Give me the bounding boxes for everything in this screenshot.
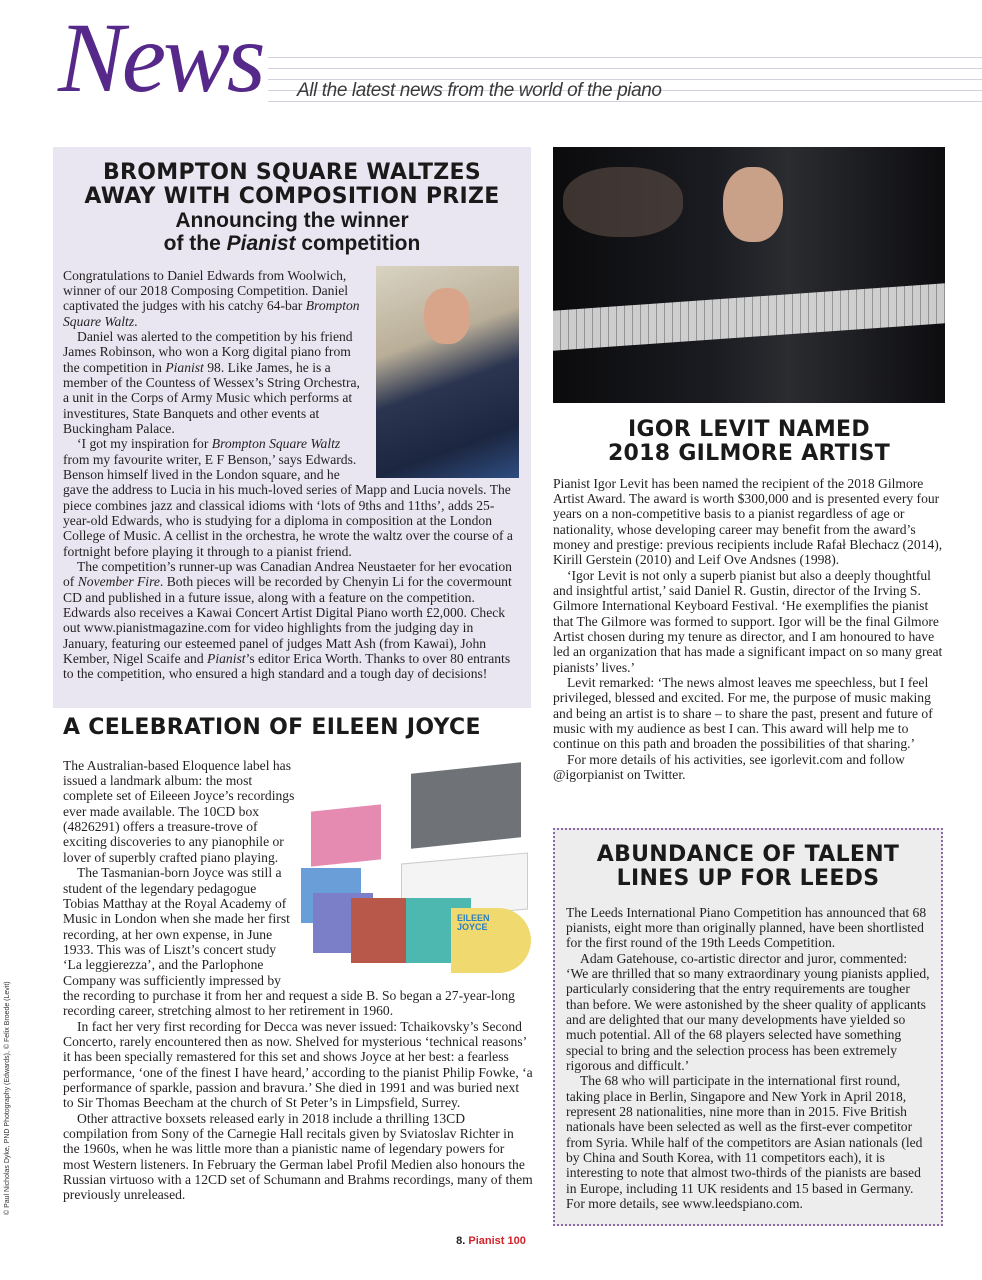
box-cover [411,762,521,849]
article-headline [553,418,945,466]
body-text: The Leeds International Piano Competition has announced that 68 pianists, eight more than originally planned, have been shortlisted for the first round of the 19th Leeds Competition. [566,904,927,951]
body-text: The 68 who will participate in the international first round, taking place in Berlin, Singapore and New York in April 2018, represent 28 nationalities, nine more than in 2015. Five British nationals have been selected as well as the first-ever competitor from Syria. While half of the competitors are Asian nationals (led by China and South Korea, with 11 competitors each), it is interesting to note that almost two-thirds of the pianists are based in Europe, including 11 UK residents and 15 based in Germany. For more details, see www.leedspiano.com. [566,1073,923,1212]
article-body [63,268,519,682]
article-joyce [63,716,533,1203]
article-body [63,758,533,1203]
staff-line [268,57,982,58]
article-brompton [53,147,531,708]
body-text: For more details of his activities, see igorlevit.com and follow @igorpianist on Twitter. [553,751,905,783]
photo-keyboard [553,283,945,350]
body-text: In fact her very first recording for Decca was never issued: Tchaikovsky’s Second Concerto, rarely encountered then as now. Shelved for mysterious ‘technical reasons’ it has been specially remastered for this set and shows Joyce at her best: a fearless performance, ‘one of the finest I have heard,’ according to the pianist Philip Fowke, ‘a performance of sparkle, passion and bravura.’ She died in 1991 and was buried next to Sir Thomas Beecham at the church of St Peter’s in Limpsfield, Surrey. [63,1018,533,1111]
headline-line: AWAY WITH COMPOSITION PRIZE [84,183,500,209]
subhead-line: Announcing the winner [175,208,409,232]
body-text: The competition’s runner-up was Canadian Andrea Neustaeter for her evocation of [63,559,512,590]
photo-face [723,167,783,242]
edwards-photo [376,266,519,478]
body-text: ‘Igor Levit is not only a superb pianist but also a deeply thoughtful and insightful artist,’ said Daniel R. Gustin, director of the Irving S. Gilmore International Keyboard Festival. ‘He exemplifies the pianist that The Gilmore was formed to support. Igor will be the final Gilmore Artist chosen during my tenure as director, and I am honoured to have led an organization that has made a significant impact on so many great pianists’ lives.’ [553,567,943,675]
article-body [553,476,945,783]
body-text: Congratulations to Daniel Edwards from Woolwich, winner of our 2018 Composing Competition. Daniel captivated the judges with his catchy 64-bar [63,267,349,314]
staff-line [268,68,982,69]
headline-line: BROMPTON SQUARE WALTZES [102,160,481,185]
body-text: . Both pieces will be recorded by Chenyin Li for the covermount CD and published in a future issue, along with a feature on the competition. Edwards also receives a Kawai Concert Artist Digital Piano worth £2,000. Check out www.pianistmagazine.com for video highlights from the judging day in January, featuring our esteemed panel of judges Matt Ash (from Kawai), John Kember, Nigel Scaife and [63,574,512,667]
body-text: Daniel was alerted to the competition by his friend James Robinson, who won a Korg digital piano from the competition in [63,328,353,375]
body-text: from my favourite writer, E F Benson,’ says Edwards. Benson himself lived in the London square, and he gave the address to Lucia in his much-loved series of Mapp and Lucia novels. The piece combines jazz and classical idioms with ‘lots of 9ths and 11ths’, adds 25-year-old Edwards, who is studying for a diploma in composition at the London College of Music. A cellist in the orchestra, he wrote the waltz over the course of a fortnight before playing it through to a pianist friend. [63,451,513,559]
body-text: ‘I got my inspiration for [77,436,212,452]
article-body [566,905,931,1212]
photo-credit: © Paul Nicholas Dyke, PND Photography (Edwards), © Felix Broede (Levit) [4,981,11,1215]
page-footer [0,1235,982,1247]
article-headline [555,843,941,891]
subhead-line [53,232,531,256]
section-title: News [58,2,263,113]
paragraph [553,675,945,752]
article-leeds [553,828,943,1226]
body-text: 98. Like James, he is a member of the Countess of Wessex’s String Orchestra, a unit in the Corps of Army Music which performs at investitures, State Banquets and other events at Buckingham Palace. [63,359,360,436]
paragraph [553,752,945,783]
paragraph [566,905,931,951]
headline-line: LINES UP FOR LEEDS [616,865,880,891]
levit-photo [553,147,945,403]
cd-boxset-photo [301,758,539,983]
paragraph [566,1073,931,1211]
paragraph [63,1111,533,1203]
body-text: Other attractive boxsets released early in 2018 include a thrilling 13CD compilation from Sony of the Carnegie Hall recitals given by Sviatoslav Richter in the 1960s, when he was little more than a pianistic name of legendary powers for most Western listeners. In February the German label Profil Medien also honours the Russian virtuoso with a 12CD set of Schumann and Brahms recordings, many of them previously unreleased. [63,1110,533,1203]
page-number: 8. [456,1235,466,1247]
body-text: Pianist Igor Levit has been named the recipient of the 2018 Gilmore Artist Award. The award is worth $300,000 and is presented every four years on a non-competitive basis to a pianist regardless of age or nationality, whose developing career may benefit from the award’s money and prestige: previous recipients include Rafał Blechacz (2014), Kirill Gerstein (2010) and Leif Ove Andsnes (1998). [553,475,943,568]
paragraph [63,559,519,682]
headline-line: 2018 GILMORE ARTIST [607,440,891,466]
photo-reflection [563,167,683,237]
cd-cover-pink [311,804,381,866]
subhead-text: of the [163,232,227,256]
paragraph [63,1019,533,1111]
body-text: The Australian-based Eloquence label has issued a landmark album: the most complete set of Eileeen Joyce’s recordings ever made available. The 10CD box (4826291) offers a treasure-trove of exciting discoveries to any pianophile or lover of superbly crafted piano playing. [63,757,295,865]
magazine-issue: Pianist 100 [468,1235,526,1247]
article-subhead [53,209,531,256]
headline-line: IGOR LEVIT NAMED [628,417,870,442]
body-text: . [134,313,138,329]
paragraph [566,951,931,1074]
italic-text: November Fire [77,574,160,590]
photo-face [424,288,470,344]
body-text: The Tasmanian-born Joyce was still a student of the legendary pedagogue Tobias Matthay at the Royal Academy of Music in London when she made her first recording, at her own expense, in June 1933. This was of Liszt’s concert study ‘La leggierezza’, and the Parlophone Company was sufficiently impressed by the recording to purchase it from her and request a side B. So began a 27-year-long recording career, stretching almost to her retirement in 1960. [63,865,515,1019]
body-text: ’s editor Erica Worth. Thanks to over 80 entrants to the competition, who ensured a high standard and a tough day of decisions! [63,651,511,682]
body-text: Adam Gatehouse, co-artistic director and juror, commented: ‘We are thrilled that so many extraordinary young pianists applied, particularly considering that the entry requirements are tougher than before. We were astonished by the sheer quality of applicants and are delighted that our many developments have yielded so much potential. All of the 68 players selected have something special to bring and the selection process has been extremely rigorous and difficult.’ [566,950,930,1073]
italic-text: Brompton Square Waltz [63,298,360,329]
article-headline [53,161,531,209]
cd-cover-yellow [451,908,531,973]
subhead-italic: Pianist [226,232,296,256]
section-tagline: All the latest news from the world of the piano [297,80,662,101]
body-text: Levit remarked: ‘The news almost leaves me speechless, but I feel privileged, blessed and excited. For me, the purpose of music making and being an artist is to share – to share the past, present and future of music with my audience as best I can. This award will help me to continue on this path and broaden the possibilities of that sharing.’ [553,674,933,752]
italic-text: Brompton Square Waltz [211,436,341,452]
article-levit [553,418,945,782]
cd-label: EILEEN JOYCE [457,912,490,932]
subhead-text: competition [295,232,421,256]
italic-text: Pianist [165,359,204,375]
headline-line: ABUNDANCE OF TALENT [596,842,900,867]
paragraph [553,476,945,568]
italic-text: Pianist [207,651,246,667]
paragraph [553,568,945,675]
article-headline: A CELEBRATION OF EILEEN JOYCE [63,715,481,740]
